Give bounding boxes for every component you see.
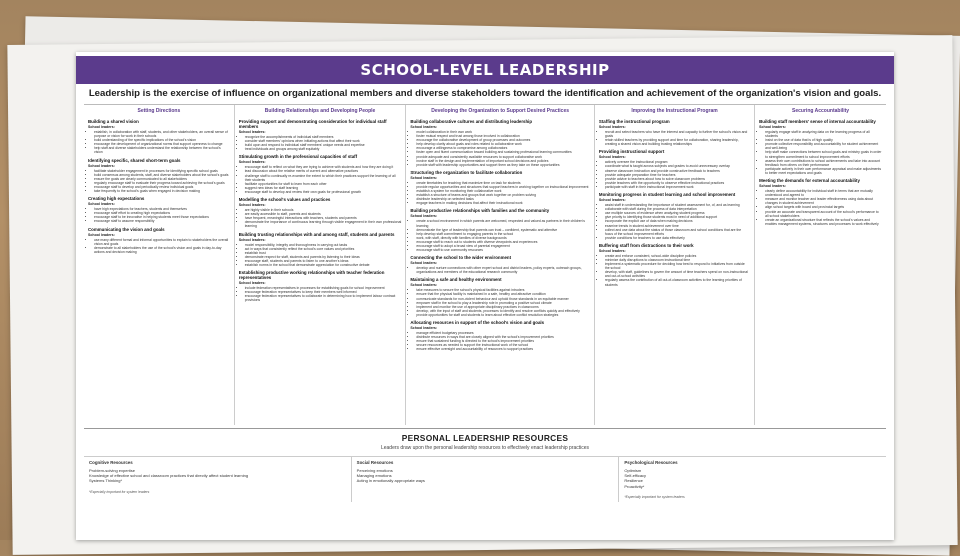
practice-item: • establish a system for monitoring their collaborative work [416, 189, 590, 193]
practice-item: • recognize the accomplishments of individual staff members [245, 135, 402, 139]
section-lead: School leaders: [410, 283, 438, 288]
practice-item: • coordinate what is taught across subjects and grades to avoid unnecessary overlap [605, 164, 750, 168]
resource-note: *Especially important for system leaders [89, 489, 150, 494]
practice-item: • encourage the development of organizational norms that support openness to change [94, 142, 230, 146]
practice-item: • provide advice to teachers about how to solve classroom problems [605, 177, 750, 181]
resource-item: Systems Thinking* [89, 478, 123, 484]
practice-item: • help staff make connections between school goals and ministry goals in order to strengthen commitment to school improvement efforts [765, 150, 882, 158]
resource-item: Problem-solving expertise [89, 468, 136, 473]
resource-item: Managing emotions [356, 473, 392, 479]
practice-item: • encourage staff effort to creating high expectations [94, 211, 230, 215]
section-title: Staffing the instructional program [598, 119, 670, 124]
section-title: Establishing productive working relationships with teacher federation representatives [238, 270, 385, 281]
column-heading: Securing Accountability [792, 108, 850, 114]
section-lead: School leaders: [238, 237, 266, 242]
practice-item: • help develop staff commitment to engaging parents in the school [416, 232, 590, 236]
practice-item: • communicate standards for non-violent behaviour and uphold those standards in an equitable manner [416, 297, 590, 301]
resource-item: Acting in emotionally appropriate ways [356, 478, 425, 484]
section-lead: School leaders: [238, 160, 266, 165]
practice-item: • suggest new ideas for staff learning [245, 186, 402, 190]
practice-list [759, 130, 882, 175]
practice-item: • collaborate with staff during the process of data interpretation [605, 207, 750, 211]
section-lead: School leaders: [410, 125, 438, 129]
practice-item: • develop and nurture connections with other expert school and district leaders, policy experts, outreach groups, organizations and members of the educational research community [416, 266, 590, 274]
practice-item: • clearly define accountability for individual staff in terms that are mutually understood and agreed to [765, 189, 882, 197]
practice-item: • foster open and fluent communication toward building and sustaining professional learning communities [416, 150, 590, 154]
section-title: Modelling the school's values and practices [238, 197, 331, 203]
practice-item: • encourage staff to develop and periodically review individual goals [94, 185, 230, 189]
practice-item: • insist on the use of data that is of high quality [765, 138, 882, 142]
practice-item: • encourage staff to reach out to students with diverse viewpoints and experiences [416, 240, 590, 244]
practice-item: • encourage staff to assume responsibility [94, 219, 230, 223]
practice-list [599, 254, 750, 287]
resource-group-heading: Cognitive Resources [89, 460, 133, 465]
section-lead: School leaders: [598, 248, 626, 253]
practice-item: • encourage staff to adopt a broad view of parental engagement [416, 244, 590, 248]
section-lead: School leaders: [238, 203, 266, 208]
practice-columns [84, 104, 886, 425]
practice-item: • distribute leadership on selected tasks [416, 197, 590, 201]
section-title: Providing support and demonstrating consideration for individual staff members [238, 119, 387, 129]
practice-item: • promote collective responsibility and accountability for student achievement and well-being [765, 142, 882, 150]
column-heading: Developing the Organization to Support Desired Practices [431, 108, 570, 114]
practice-item: • model responsibility, integrity and thoroughness in carrying out tasks [245, 243, 402, 247]
practice-item: • demonstrate the type of leadership that parents can trust – confident, systematic and attentive [416, 228, 590, 232]
practice-item: • encourage a willingness to compromise among collaborators [416, 146, 590, 150]
section-lead: School leaders: [759, 184, 786, 189]
section-lead: School leaders: [410, 326, 438, 330]
leadership-framework-sheet [76, 52, 894, 540]
practice-item: • measure and monitor teacher and leader effectiveness using data about changes in student achievement [765, 197, 882, 205]
resource-item: Perceiving emotions [356, 468, 393, 473]
section-lead: School leaders: [88, 125, 115, 129]
practice-item: • challenge staff to continually re-examine the extent to which their practices support the learning of all their students [245, 174, 402, 182]
resources-title: PERSONAL LEADERSHIP RESOURCES [401, 433, 569, 443]
section-title: Stimulating growth in the professional capacities of staff [238, 154, 358, 160]
resource-item: Optimism [624, 468, 642, 473]
practice-item: • take measures to secure the school's physical facilities against intruders [416, 288, 590, 292]
practice-item: • use multiple sources of evidence when analyzing student progress [605, 211, 750, 215]
resource-group [84, 457, 352, 502]
practice-item: • demonstrate to all stakeholders the use of the school's vision and goals in day-to-day actions and decision making [94, 246, 230, 254]
practice-list [239, 135, 402, 151]
resource-item: Resilience [624, 478, 643, 484]
practice-item: • consider staff members' opinions when initiating actions that affect their work [245, 139, 402, 143]
practice-item: • lead discussion about the relative merits of current and alternative practices [245, 169, 402, 173]
section-title: Identifying specific, shared short-term goals [88, 157, 181, 163]
practice-item: • are easily accessible to staff, parents and students [245, 212, 402, 216]
personal-leadership-resources [84, 428, 886, 539]
practice-item: • are highly visible in their schools [245, 208, 402, 212]
practice-column [755, 105, 886, 425]
section-title: Monitoring progress in student learning and school improvement [598, 192, 736, 198]
practice-item: • create a school environment in which parents are welcomed, respected and valued as partners in their children's learning [416, 219, 590, 227]
practice-item: • encourage federation representatives to collaborate in determining how to implement labour contract provisions [245, 294, 402, 302]
section-lead: School leaders: [238, 130, 266, 134]
practice-item: • recruit and select teachers who have the interest and capacity to further the school's vision and goals [605, 130, 750, 138]
practice-item: • encourage staff, students and parents to listen to one another's ideas [245, 259, 402, 263]
practice-list [410, 266, 590, 274]
section-title: Creating high expectations [88, 196, 145, 202]
column-heading: Setting Directions [137, 108, 181, 114]
practice-item: • model collaboration in their own work [416, 130, 590, 134]
practice-item: • demonstrate respect for staff, students and parents by listening to their ideas [245, 255, 402, 259]
practice-item: • encourage staff to reflect on what they are trying to achieve with students and how they are doing it [245, 165, 402, 169]
section-title: Building trusting relationships with and among staff, students and parents [238, 231, 395, 237]
resources-subtitle: Leaders draw upon the personal leadership resources to effectively enact leadership practices [380, 445, 590, 451]
practice-item: • help develop clarity about goals and roles related to collaborative work [416, 142, 590, 146]
practice-column [84, 105, 235, 425]
practice-item: • encourage staff to develop and review their own goals for professional growth [245, 190, 402, 194]
practice-item: • empower staff in the school to play a leadership role in promoting a positive school climate [416, 301, 590, 305]
section-title: Providing instructional support [598, 149, 665, 155]
practice-item: • create and enforce consistent, school-wide discipline policies [605, 254, 750, 258]
practice-item: • encourage staff to be innovative in helping students meet those expectations [94, 215, 230, 219]
practice-item: • secure resources as needed to support the instructional work of the school [416, 343, 590, 347]
practice-list [599, 203, 750, 240]
practice-list [88, 169, 230, 194]
section-lead: School leaders: [238, 281, 266, 286]
practice-item: • regularly engage staff in analyzing data on the learning progress of all students [765, 130, 882, 138]
practice-item: • encourage federation representatives to keep their members well informed [245, 290, 402, 294]
practice-item: • examine trends in student achievement over time [605, 224, 750, 228]
practice-item: • implement a systematic procedure for deciding how best to respond to initiatives from outside the school [605, 262, 750, 270]
practice-item: • minimize daily disruptions to classroom instructional time [605, 258, 750, 262]
practice-item: • create an organizational structure that reflects the school's values and enables management systems, structures and processes to work effectively [765, 218, 882, 226]
leadership-definition: Leadership is the exercise of influence on organizational members and diverse stakeholders toward the identification and achievement of the organization's vision and goals. [88, 88, 882, 99]
practice-item: • participate with staff in their instructional improvement work [605, 185, 750, 189]
page-title: SCHOOL-LEVEL LEADERSHIP [76, 56, 894, 84]
practice-item: • treat individuals and groups among staff equitably [245, 147, 402, 151]
section-title: Communicating the vision and goals [88, 226, 165, 232]
practice-item: • provide staff with leadership opportunities and support them as they take on these opportunities [416, 163, 590, 167]
practice-list [88, 207, 230, 223]
practice-list [599, 130, 750, 146]
practice-item: • foster mutual respect and trust among those involved in collaboration [416, 134, 590, 138]
practice-item: • actively oversee the instructional program [605, 160, 750, 164]
practice-list [410, 181, 590, 206]
section-lead: School leaders: [598, 155, 626, 160]
practice-item: • give priority to identifying those students most in need of additional support [605, 215, 750, 219]
practice-item: • provide teachers with the opportunity to observe effective instructional practices [605, 181, 750, 185]
resource-item: Knowledge of effective school and classroom practices that directly affect student learning [89, 473, 249, 479]
practice-list [599, 160, 750, 189]
section-title: Meeting the demands for external accountability [759, 178, 860, 184]
practice-item: • have frequent, meaningful interactions with teachers, students and parents [245, 216, 402, 220]
practice-item: • ensure effective oversight and accountability of resources to support practices [416, 347, 590, 351]
resource-group [619, 457, 886, 502]
practice-item: • work, with staff, directly with families of diverse backgrounds [416, 236, 590, 240]
practice-list [410, 130, 590, 167]
section-title: Maintaining a safe and healthy environment [410, 277, 502, 283]
practice-item: • align school targets with board and provincial targets [765, 205, 882, 209]
resource-note: *Especially important for system leaders [624, 494, 685, 499]
section-lead: School leaders: [88, 232, 115, 237]
resource-item: Proactivity* [624, 483, 645, 489]
practice-item: • participate actively in their own performance appraisal and make adjustments to better meet expectations and goals [765, 167, 882, 175]
practice-item: • distribute resources in ways that are closely aligned with the school's improvement priorities [416, 335, 590, 339]
practice-item: • incorporate the explicit use of data when making decisions [605, 219, 750, 223]
practice-item: • ensure the goals are clearly communicated to all stakeholders [94, 177, 230, 181]
resources-row [84, 456, 886, 502]
practice-list [239, 208, 402, 228]
practice-item: • provide adequate preparation time for teachers [605, 173, 750, 177]
section-title: Building a shared vision [88, 119, 139, 124]
section-lead: School leaders: [410, 261, 438, 266]
section-title: Connecting the school to the wider environment [410, 255, 512, 261]
resource-group-heading: Psychological Resources [624, 460, 678, 465]
practice-item: • observe classroom instruction and provide constructive feedback to teachers [605, 169, 750, 173]
section-title: Building collaborative cultures and distributing leadership [410, 119, 533, 124]
practice-item: • involve staff in the design and implementation of important school decisions and policies [416, 159, 590, 163]
practice-item: • collect and use data about the status of those classroom and school conditions that are the focus of the school improvement efforts [605, 228, 750, 236]
practice-item: • build understanding of the specific implications of the school's vision [94, 138, 230, 142]
practice-column [595, 105, 755, 425]
section-title: Building staff members' sense of internal accountability [759, 119, 876, 124]
resource-group-heading: Social Resources [356, 460, 394, 465]
practice-list [239, 243, 402, 268]
practice-column [235, 105, 407, 425]
section-lead: School leaders: [598, 198, 626, 203]
practice-item: • have high expectations for teachers, students and themselves [94, 207, 230, 211]
practice-list [410, 288, 590, 317]
practice-column [406, 105, 595, 425]
practice-item: • implement and monitor the use of appropriate disciplinary practices in classrooms [416, 305, 590, 309]
practice-item: • establish norms in the school that demonstrate appreciation for constructive debate [245, 263, 402, 267]
practice-item: • engage teachers in making decisions that affect their instructional work [416, 201, 590, 205]
practice-item: • demonstrate the importance of continuous learning through visible engagement in their own professional learning [245, 220, 402, 228]
practice-item: • develop, with staff, guidelines to govern the amount of time teachers spend on non-instructional and out-of-school activities [605, 270, 750, 278]
section-lead: School leaders: [410, 214, 438, 219]
practice-item: • facilitate stakeholder engagement in processes for identifying specific school goals [94, 169, 230, 173]
section-title: Building productive relationships with families and the community [410, 208, 550, 214]
practice-item: • provide conditions for teachers to use data effectively [605, 236, 750, 240]
section-lead: School leaders: [410, 175, 438, 180]
section-lead: School leaders: [88, 163, 115, 168]
section-lead: School leaders: [759, 125, 786, 129]
practice-item: • encourage the collaborative development of group processes and outcomes [416, 138, 590, 142]
column-heading: Building Relationships and Developing People [264, 108, 376, 114]
practice-item: • facilitate opportunities for staff to learn from each other [245, 182, 402, 186]
practice-item: • create timetables for teaching that maximize time on task for students [416, 181, 590, 185]
practice-item: • assess their own contributions to school achievements and take into account feedback from others on their performance [765, 159, 882, 167]
practice-item: • provide an accurate and transparent account of the school's performance to all school stakeholders [765, 210, 882, 218]
practice-item: • include federation representatives in processes for establishing goals for school improvement [245, 286, 402, 290]
section-title: Structuring the organization to facilitate collaboration [410, 169, 523, 175]
practice-item: • encourage staff to use community resources [416, 248, 590, 252]
practice-item: • ensure that sustained funding is directed to the school's improvement priorities [416, 339, 590, 343]
practice-item: • establish, in collaboration with staff, students, and other stakeholders, an overall sense of purpose or vision for work in their schools [94, 130, 230, 138]
column-heading: Improving the Instructional Program [631, 108, 718, 114]
practice-item: • regularly assess the contribution of all out-of-classroom activities to the learning priorities of students [605, 278, 750, 286]
practice-list [88, 238, 230, 254]
practice-item: • assist staff in understanding the importance of student assessment for, of, and as learning [605, 203, 750, 207]
practice-item: • provide opportunities for staff and students to learn about effective conflict resolution strategies [416, 313, 590, 317]
practice-item: • regularly encourage staff to evaluate their progress toward achieving the school's goals [94, 181, 230, 185]
practice-list [410, 331, 590, 351]
practice-item: • ensure that the physical facility is maintained in a safe, healthy and attractive condition [416, 292, 590, 296]
practice-list [410, 219, 590, 252]
section-title: Buffering staff from distractions to their work [598, 242, 694, 248]
practice-item: • provide adequate and consistently available resources to support collaborative work [416, 155, 590, 159]
practice-item: • establish trust [245, 251, 402, 255]
practice-item: • manage efficient budgetary processes [416, 331, 590, 335]
practice-item: • take frequently to the school's goals when engaged in decision making [94, 189, 230, 193]
practice-item: • build upon and respond to individual staff members' unique needs and expertise [245, 143, 402, 147]
resource-item: Self-efficacy [624, 473, 647, 479]
practice-item: • develop, with the input of staff and students, processes to identify and resolve conflicts quickly and effectively [416, 309, 590, 313]
resource-group [352, 457, 620, 502]
practice-item: • provide regular opportunities and structures that support teachers in working together on instructional improvement [416, 185, 590, 189]
section-lead: School leaders: [598, 125, 626, 129]
practice-item: • use many different formal and informal opportunities to explain to stakeholders the overall vision and goals [94, 238, 230, 246]
practice-item: • establish a structure of teams and groups that work together on problem solving [416, 193, 590, 197]
practice-list [88, 130, 230, 155]
practice-item: • build consensus among students, staff, and diverse stakeholders about the school's goals [94, 173, 230, 177]
practice-item: • retain skilled teachers by providing support and time for collaboration, sharing leadership, creating a shared vision and building trusting relationships [605, 138, 750, 146]
section-title: Allocating resources in support of the school's vision and goals [410, 320, 545, 325]
practice-list [239, 286, 402, 302]
practice-item: • help staff and diverse stakeholders understand the relationship between the school's vision [94, 146, 230, 154]
section-lead: School leaders: [88, 202, 115, 207]
practice-list [239, 165, 402, 194]
practice-item: • act in ways that consistently reflect the school's core values and priorities [245, 247, 402, 251]
practice-list [759, 189, 882, 226]
